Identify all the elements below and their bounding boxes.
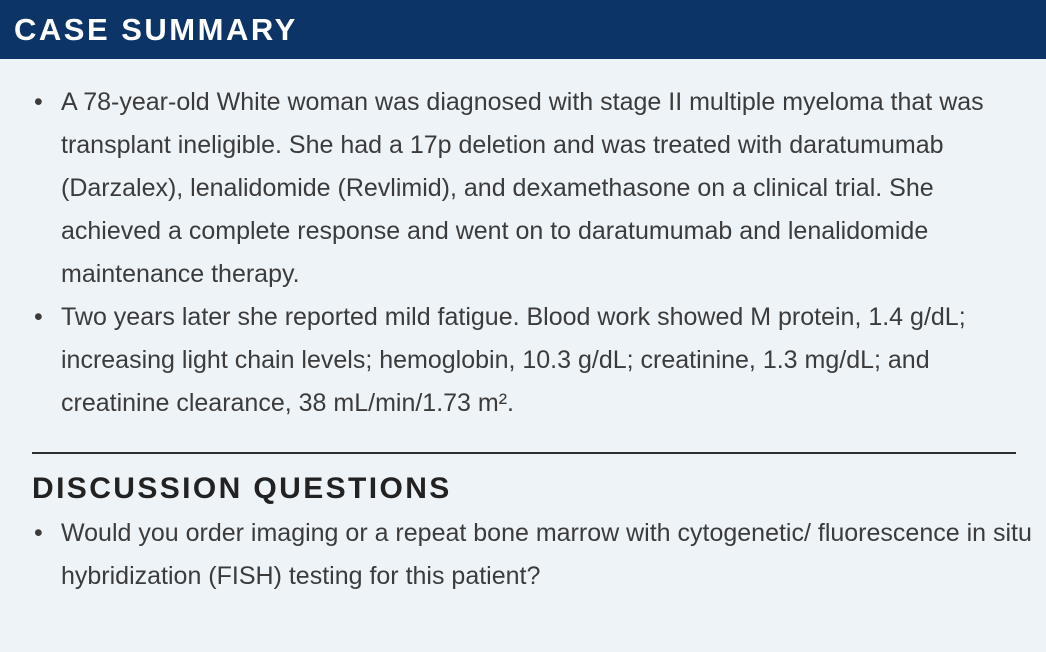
bullet-icon: • (34, 303, 43, 331)
discussion-question-item (32, 512, 1032, 598)
discussion-questions-title: DISCUSSION QUESTIONS (32, 472, 452, 505)
case-summary-title: CASE SUMMARY (14, 12, 298, 47)
case-summary-text: Two years later she reported mild fatigue. Blood work showed M protein, 1.4 g/dL; increasing light chain levels; hemoglobin, 10.3 g/dL; creatinine, 1.3 mg/dL; and creatinine clearance, 38 mL/min/1.73 m². (61, 303, 966, 417)
case-summary-header (0, 0, 1046, 59)
case-summary-text: A 78-year-old White woman was diagnosed with stage II multiple myeloma that was transplant ineligible. She had a 17p deletion and was treated with daratumumab (Darzalex), lenalidomide (Revlimid), and dexamethasone on a clinical trial. She achieved a complete response and went on to daratumumab and lenalidomide maintenance therapy. (61, 88, 984, 288)
case-summary-item (32, 81, 1032, 296)
case-summary-list (32, 81, 1032, 425)
discussion-questions-list (32, 512, 1032, 598)
discussion-question-text: Would you order imaging or a repeat bone marrow with cytogenetic/ fluorescence in situ hybridization (FISH) testing for this patient? (61, 519, 1032, 590)
section-divider (32, 452, 1016, 454)
case-summary-item (32, 296, 1032, 425)
bullet-icon: • (34, 519, 43, 547)
bullet-icon: • (34, 88, 43, 116)
